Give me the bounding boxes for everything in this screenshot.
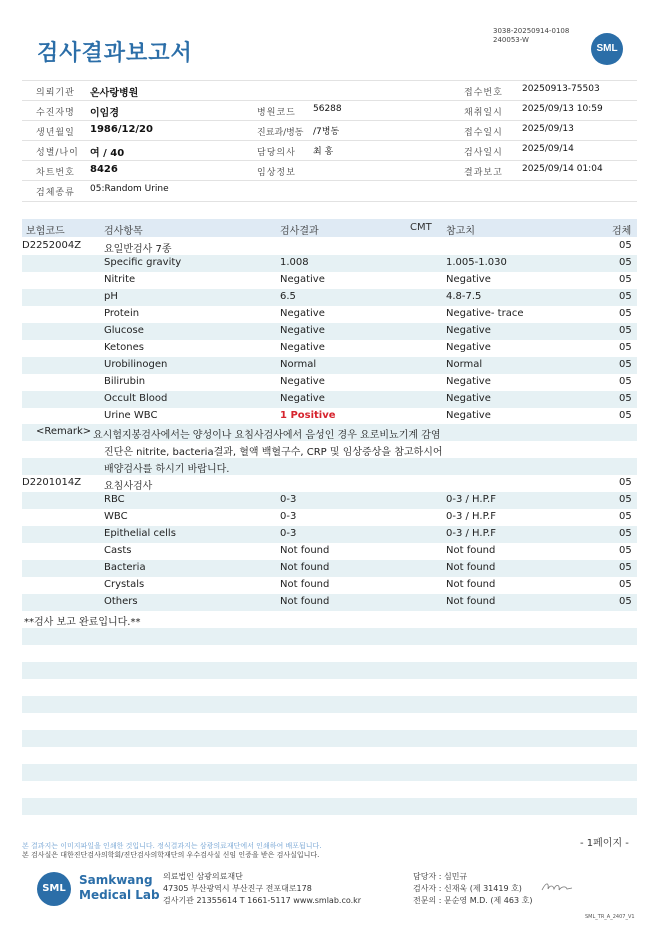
row-ref: 0-3 / H.P.F bbox=[446, 511, 496, 522]
birth-date: 1986/12/20 bbox=[90, 124, 153, 135]
col-ref: 참고치 bbox=[446, 226, 475, 237]
empty-row bbox=[22, 628, 637, 645]
row-item: pH bbox=[104, 291, 118, 302]
row-specimen: 05 bbox=[619, 308, 632, 319]
row-result-positive: 1 Positive bbox=[280, 410, 336, 421]
row-specimen: 05 bbox=[619, 494, 632, 505]
table-row bbox=[22, 509, 637, 526]
remark-line2: 진단은 nitrite, bacteria결과, 혈액 백혈구수, CRP 및 임상증상을 참고하시어 bbox=[104, 447, 443, 458]
row-item: Others bbox=[104, 596, 138, 607]
receipt-date: 2025/09/13 bbox=[522, 124, 574, 134]
label-hosp-code: 병원코드 bbox=[257, 108, 296, 118]
empty-row bbox=[22, 730, 637, 747]
hospital-name: 온사랑병원 bbox=[90, 88, 139, 99]
report-time: 2025/09/14 01:04 bbox=[522, 164, 603, 174]
label-test-date: 검사일시 bbox=[464, 148, 503, 158]
info-row-sex-age bbox=[22, 140, 637, 161]
row-item: 요침사검사 bbox=[104, 481, 153, 492]
table-row bbox=[22, 560, 637, 577]
label-patient: 수진자명 bbox=[36, 108, 75, 118]
remark-label: <Remark> bbox=[36, 426, 92, 437]
table-row bbox=[22, 526, 637, 543]
row-item: Nitrite bbox=[104, 274, 136, 285]
row-specimen: 05 bbox=[619, 359, 632, 370]
row-specimen: 05 bbox=[619, 562, 632, 573]
row-item: Crystals bbox=[104, 579, 145, 590]
table-row bbox=[22, 492, 637, 509]
row-item: WBC bbox=[104, 511, 128, 522]
end-note: **검사 보고 완료입니다.** bbox=[24, 617, 141, 628]
specimen-type: 05:Random Urine bbox=[90, 184, 169, 194]
row-ref: Negative- trace bbox=[446, 308, 524, 319]
row-specimen: 05 bbox=[619, 410, 632, 421]
end-note-row bbox=[22, 611, 637, 628]
row-item: Bilirubin bbox=[104, 376, 146, 387]
row-specimen: 05 bbox=[619, 511, 632, 522]
brand-name bbox=[79, 873, 160, 903]
row-ref: 0-3 / H.P.F bbox=[446, 528, 496, 539]
table-row bbox=[22, 289, 637, 306]
document-id-line1: 3038-20250914-0108 bbox=[493, 27, 570, 35]
signer-tester: 검사자 : 신재욱 (제 31419 호) bbox=[413, 884, 522, 893]
info-row-specimen bbox=[22, 180, 637, 202]
row-result: 0-3 bbox=[280, 511, 297, 522]
row-item: Occult Blood bbox=[104, 393, 168, 404]
remark-row bbox=[22, 424, 637, 441]
lab-address bbox=[163, 871, 361, 907]
empty-row bbox=[22, 662, 637, 679]
row-ref: Negative bbox=[446, 274, 491, 285]
address-line1: 의료법인 삼광의료재단 bbox=[163, 872, 243, 881]
table-row bbox=[22, 408, 637, 425]
row-specimen: 05 bbox=[619, 257, 632, 268]
form-code: SML_TR_A_2407_V1 bbox=[585, 914, 635, 920]
row-ref: Negative bbox=[446, 376, 491, 387]
label-sex-age: 성별/나이 bbox=[36, 148, 79, 158]
row-item: Specific gravity bbox=[104, 257, 182, 268]
empty-row bbox=[22, 764, 637, 781]
empty-row bbox=[22, 696, 637, 713]
label-birth: 생년월일 bbox=[36, 128, 75, 138]
row-specimen: 05 bbox=[619, 477, 632, 488]
label-receipt-no: 접수번호 bbox=[464, 88, 503, 98]
remark-line1: 요시험지봉검사에서는 양성이나 요침사검사에서 음성인 경우 요로비뇨기계 감염 bbox=[93, 430, 441, 441]
row-item: Protein bbox=[104, 308, 140, 319]
table-row bbox=[22, 357, 637, 374]
empty-row bbox=[22, 798, 637, 815]
row-result: Negative bbox=[280, 393, 325, 404]
table-row bbox=[22, 306, 637, 323]
row-ref: 4.8-7.5 bbox=[446, 291, 482, 302]
row-ref: 1.005-1.030 bbox=[446, 257, 507, 268]
row-result: Negative bbox=[280, 274, 325, 285]
row-code: D2201014Z bbox=[22, 477, 82, 488]
signers bbox=[413, 871, 532, 907]
row-result: 1.008 bbox=[280, 257, 309, 268]
row-item: Epithelial cells bbox=[104, 528, 176, 539]
col-item: 검사항목 bbox=[104, 226, 143, 237]
signer-manager: 담당자 : 심민규 bbox=[413, 872, 468, 881]
handwritten-signature bbox=[540, 880, 574, 894]
row-ref: Negative bbox=[446, 410, 491, 421]
row-item: Ketones bbox=[104, 342, 144, 353]
footnote bbox=[22, 842, 322, 860]
label-specimen: 검체종류 bbox=[36, 188, 75, 198]
patient-name: 이임경 bbox=[90, 108, 119, 119]
row-result: 0-3 bbox=[280, 494, 297, 505]
label-receipt-date: 접수일시 bbox=[464, 128, 503, 138]
remark-row bbox=[22, 458, 637, 475]
label-dept: 진료과/병동 bbox=[257, 128, 304, 138]
collect-time: 2025/09/13 10:59 bbox=[522, 104, 603, 114]
info-row-birth bbox=[22, 120, 637, 141]
row-result: Normal bbox=[280, 359, 317, 370]
row-specimen: 05 bbox=[619, 240, 632, 251]
row-specimen: 05 bbox=[619, 376, 632, 387]
footnote-line1: 본 결과지는 이미지파일을 인쇄한 것입니다. 정식결과지는 삼광의료재단에서 인쇄하여 배포됩니다. bbox=[22, 842, 322, 850]
info-row-patient bbox=[22, 100, 637, 121]
row-ref: Negative bbox=[446, 342, 491, 353]
row-specimen: 05 bbox=[619, 393, 632, 404]
info-row-hospital bbox=[22, 80, 637, 101]
remark-line3: 배양검사를 하시기 바랍니다. bbox=[104, 464, 230, 475]
row-result: Negative bbox=[280, 376, 325, 387]
dept: /7병동 bbox=[313, 127, 340, 137]
row-result: Not found bbox=[280, 579, 330, 590]
hosp-code: 56288 bbox=[313, 104, 342, 114]
table-row bbox=[22, 238, 637, 255]
col-code: 보험코드 bbox=[26, 226, 65, 237]
label-doctor: 담당의사 bbox=[257, 148, 296, 158]
chart-no: 8426 bbox=[90, 164, 118, 175]
signer-specialist: 전문의 : 문순영 M.D. (제 463 호) bbox=[413, 896, 533, 905]
label-clinical: 임상정보 bbox=[257, 168, 296, 178]
row-ref: Not found bbox=[446, 545, 496, 556]
row-result: 0-3 bbox=[280, 528, 297, 539]
row-item: Urine WBC bbox=[104, 410, 158, 421]
col-specimen: 검체 bbox=[612, 226, 632, 237]
sex-age: 여 / 40 bbox=[90, 148, 125, 159]
col-cmt: CMT bbox=[410, 222, 432, 233]
label-hospital: 의뢰기관 bbox=[36, 88, 75, 98]
table-row bbox=[22, 577, 637, 594]
row-specimen: 05 bbox=[619, 291, 632, 302]
row-specimen: 05 bbox=[619, 342, 632, 353]
results-table-header bbox=[22, 219, 637, 237]
brand-line1: Samkwang bbox=[79, 873, 153, 887]
table-row bbox=[22, 272, 637, 289]
address-line3: 검사기관 21355614 T 1661-5117 www.smlab.co.kr bbox=[163, 896, 362, 905]
row-ref: Negative bbox=[446, 325, 491, 336]
doctor: 최 홍 bbox=[313, 147, 334, 157]
sml-logo-small: SML bbox=[591, 33, 623, 65]
row-ref: Negative bbox=[446, 393, 491, 404]
address-line2: 47305 부산광역시 부산진구 전포대로178 bbox=[163, 884, 312, 893]
test-date: 2025/09/14 bbox=[522, 144, 574, 154]
row-result: Negative bbox=[280, 325, 325, 336]
label-collect-time: 채취일시 bbox=[464, 108, 503, 118]
row-specimen: 05 bbox=[619, 579, 632, 590]
row-ref: Not found bbox=[446, 579, 496, 590]
row-result: Not found bbox=[280, 545, 330, 556]
row-specimen: 05 bbox=[619, 325, 632, 336]
row-item: Casts bbox=[104, 545, 132, 556]
col-result: 검사결과 bbox=[280, 226, 319, 237]
table-row bbox=[22, 475, 637, 492]
table-row bbox=[22, 543, 637, 560]
row-item: Urobilinogen bbox=[104, 359, 168, 370]
document-id bbox=[493, 27, 569, 45]
page-number: - 1페이지 - bbox=[580, 838, 629, 849]
row-result: Not found bbox=[280, 562, 330, 573]
receipt-no: 20250913-75503 bbox=[522, 84, 600, 94]
table-row bbox=[22, 594, 637, 611]
row-item: RBC bbox=[104, 494, 125, 505]
document-id-line2: 240053-W bbox=[493, 36, 529, 44]
row-ref: Not found bbox=[446, 562, 496, 573]
report-title: 검사결과보고서 bbox=[37, 41, 193, 66]
row-specimen: 05 bbox=[619, 545, 632, 556]
row-result: 6.5 bbox=[280, 291, 296, 302]
row-item: 요일반검사 7종 bbox=[104, 244, 172, 255]
table-row bbox=[22, 391, 637, 408]
row-ref: 0-3 / H.P.F bbox=[446, 494, 496, 505]
table-row bbox=[22, 255, 637, 272]
label-report: 결과보고 bbox=[464, 168, 503, 178]
table-row bbox=[22, 374, 637, 391]
row-specimen: 05 bbox=[619, 596, 632, 607]
sml-logo-circle: SML bbox=[37, 872, 71, 906]
row-item: Bacteria bbox=[104, 562, 146, 573]
row-result: Not found bbox=[280, 596, 330, 607]
table-row bbox=[22, 323, 637, 340]
row-specimen: 05 bbox=[619, 528, 632, 539]
info-row-chart bbox=[22, 160, 637, 181]
table-row bbox=[22, 340, 637, 357]
row-result: Negative bbox=[280, 342, 325, 353]
remark-row bbox=[22, 441, 637, 458]
footnote-line2: 본 검사실은 대한진단검사의학회/진단검사의학재단의 우수검사실 신임 인증을 받은 검사실입니다. bbox=[22, 851, 320, 859]
label-chart: 차트번호 bbox=[36, 168, 75, 178]
row-ref: Normal bbox=[446, 359, 483, 370]
row-specimen: 05 bbox=[619, 274, 632, 285]
brand-line2: Medical Lab bbox=[79, 888, 160, 902]
row-code: D2252004Z bbox=[22, 240, 82, 251]
row-ref: Not found bbox=[446, 596, 496, 607]
row-result: Negative bbox=[280, 308, 325, 319]
row-item: Glucose bbox=[104, 325, 144, 336]
